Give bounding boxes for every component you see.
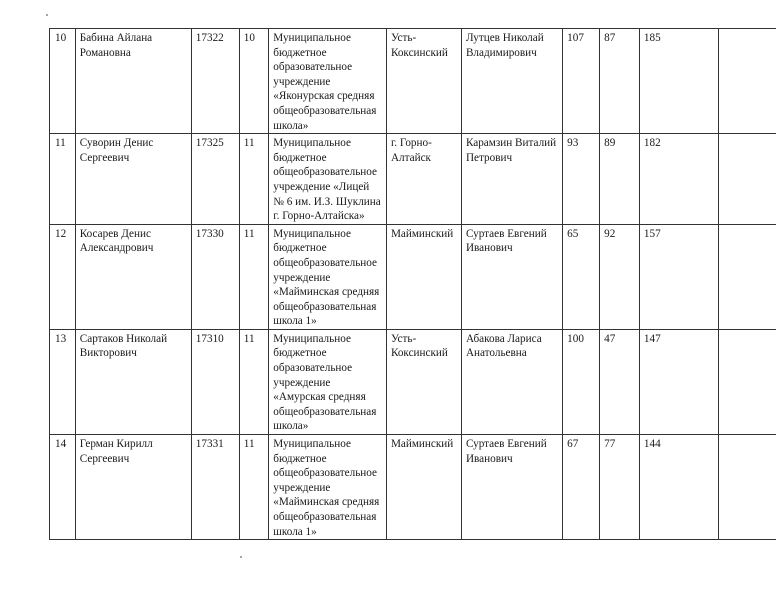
school-name: Муниципальное бюджетное образовательное учреждение «Яконурская средняя общеобразовательная школа» xyxy=(269,29,387,134)
district: г. Горно-Алтайск xyxy=(386,134,461,225)
score-2: 87 xyxy=(600,29,640,134)
district: Усть-Коксинский xyxy=(386,29,461,134)
score-2: 92 xyxy=(600,224,640,329)
empty-cell xyxy=(719,134,776,225)
score-2: 89 xyxy=(600,134,640,225)
participant-name: Суворин Денис Сергеевич xyxy=(75,134,191,225)
empty-cell xyxy=(719,29,776,134)
scan-speck xyxy=(46,14,48,16)
total-score: 144 xyxy=(639,435,719,540)
score-1: 65 xyxy=(563,224,600,329)
grade: 10 xyxy=(239,29,268,134)
score-1: 100 xyxy=(563,329,600,434)
table-row xyxy=(50,134,776,225)
empty-cell xyxy=(719,224,776,329)
total-score: 147 xyxy=(639,329,719,434)
score-2: 77 xyxy=(600,435,640,540)
table-row xyxy=(50,435,776,540)
participant-code: 17330 xyxy=(191,224,239,329)
district: Усть-Коксинский xyxy=(386,329,461,434)
participant-name: Косарев Денис Александрович xyxy=(75,224,191,329)
score-2: 47 xyxy=(600,329,640,434)
empty-cell xyxy=(719,435,776,540)
school-name: Муниципальное бюджетное образовательное учреждение «Амурская средняя общеобразовательная школа» xyxy=(269,329,387,434)
total-score: 185 xyxy=(639,29,719,134)
table-row xyxy=(50,224,776,329)
teacher-name: Лутцев Николай Владимирович xyxy=(461,29,562,134)
results-table xyxy=(49,28,776,540)
participant-code: 17331 xyxy=(191,435,239,540)
row-index: 10 xyxy=(50,29,76,134)
row-index: 11 xyxy=(50,134,76,225)
participant-code: 17322 xyxy=(191,29,239,134)
school-name: Муниципальное бюджетное общеобразовательное учреждение «Лицей № 6 им. И.З. Шуклина г. Горно-Алтайска» xyxy=(269,134,387,225)
school-name: Муниципальное бюджетное общеобразовательное учреждение «Майминская средняя общеобразовательная школа 1» xyxy=(269,224,387,329)
participant-code: 17310 xyxy=(191,329,239,434)
participant-code: 17325 xyxy=(191,134,239,225)
grade: 11 xyxy=(239,134,268,225)
row-index: 14 xyxy=(50,435,76,540)
teacher-name: Карамзин Виталий Петрович xyxy=(461,134,562,225)
teacher-name: Суртаев Евгений Иванович xyxy=(461,435,562,540)
scan-speck xyxy=(240,556,242,558)
grade: 11 xyxy=(239,329,268,434)
table-row xyxy=(50,29,776,134)
teacher-name: Абакова Лариса Анатольевна xyxy=(461,329,562,434)
participant-name: Бабина Айлана Романовна xyxy=(75,29,191,134)
grade: 11 xyxy=(239,435,268,540)
district: Майминский xyxy=(386,435,461,540)
total-score: 182 xyxy=(639,134,719,225)
empty-cell xyxy=(719,329,776,434)
school-name: Муниципальное бюджетное общеобразовательное учреждение «Майминская средняя общеобразовательная школа 1» xyxy=(269,435,387,540)
teacher-name: Суртаев Евгений Иванович xyxy=(461,224,562,329)
total-score: 157 xyxy=(639,224,719,329)
participant-name: Герман Кирилл Сергеевич xyxy=(75,435,191,540)
row-index: 13 xyxy=(50,329,76,434)
row-index: 12 xyxy=(50,224,76,329)
score-1: 93 xyxy=(563,134,600,225)
participant-name: Сартаков Николай Викторович xyxy=(75,329,191,434)
table-row xyxy=(50,329,776,434)
grade: 11 xyxy=(239,224,268,329)
district: Майминский xyxy=(386,224,461,329)
score-1: 67 xyxy=(563,435,600,540)
score-1: 107 xyxy=(563,29,600,134)
